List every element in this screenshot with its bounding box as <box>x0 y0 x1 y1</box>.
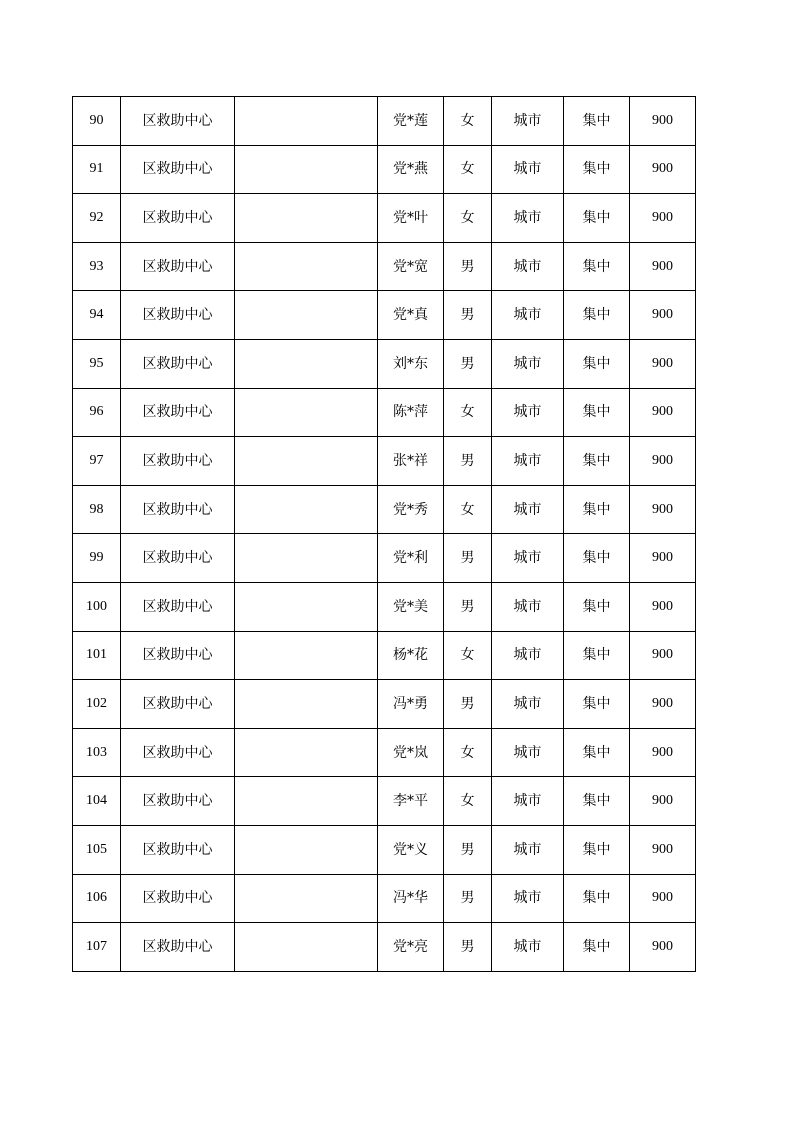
cell-org: 区救助中心 <box>121 194 235 243</box>
cell-amount: 900 <box>630 923 696 972</box>
cell-gender: 男 <box>444 534 492 583</box>
cell-gender: 女 <box>444 388 492 437</box>
cell-blank <box>235 777 378 826</box>
cell-org: 区救助中心 <box>121 534 235 583</box>
cell-gender: 男 <box>444 680 492 729</box>
cell-area: 城市 <box>492 485 564 534</box>
cell-amount: 900 <box>630 291 696 340</box>
data-table <box>72 96 696 972</box>
cell-area: 城市 <box>492 582 564 631</box>
cell-area: 城市 <box>492 728 564 777</box>
table-row <box>73 534 696 583</box>
cell-area: 城市 <box>492 388 564 437</box>
cell-org: 区救助中心 <box>121 291 235 340</box>
cell-area: 城市 <box>492 923 564 972</box>
cell-gender: 男 <box>444 874 492 923</box>
cell-area: 城市 <box>492 242 564 291</box>
cell-gender: 男 <box>444 582 492 631</box>
cell-no: 103 <box>73 728 121 777</box>
cell-gender: 男 <box>444 291 492 340</box>
cell-type: 集中 <box>564 923 630 972</box>
cell-org: 区救助中心 <box>121 339 235 388</box>
cell-name: 杨*花 <box>378 631 444 680</box>
cell-no: 94 <box>73 291 121 340</box>
cell-blank <box>235 728 378 777</box>
cell-no: 105 <box>73 825 121 874</box>
cell-gender: 男 <box>444 339 492 388</box>
table-row <box>73 97 696 146</box>
cell-org: 区救助中心 <box>121 485 235 534</box>
cell-blank <box>235 825 378 874</box>
cell-amount: 900 <box>630 485 696 534</box>
cell-name: 张*祥 <box>378 437 444 486</box>
cell-no: 99 <box>73 534 121 583</box>
cell-type: 集中 <box>564 437 630 486</box>
cell-blank <box>235 388 378 437</box>
cell-no: 93 <box>73 242 121 291</box>
cell-amount: 900 <box>630 631 696 680</box>
cell-org: 区救助中心 <box>121 97 235 146</box>
cell-name: 党*秀 <box>378 485 444 534</box>
cell-area: 城市 <box>492 874 564 923</box>
cell-no: 97 <box>73 437 121 486</box>
cell-amount: 900 <box>630 728 696 777</box>
cell-type: 集中 <box>564 874 630 923</box>
table-row <box>73 825 696 874</box>
cell-org: 区救助中心 <box>121 825 235 874</box>
cell-org: 区救助中心 <box>121 680 235 729</box>
cell-org: 区救助中心 <box>121 631 235 680</box>
cell-amount: 900 <box>630 437 696 486</box>
cell-gender: 女 <box>444 194 492 243</box>
cell-type: 集中 <box>564 485 630 534</box>
cell-name: 党*真 <box>378 291 444 340</box>
cell-area: 城市 <box>492 97 564 146</box>
cell-name: 党*燕 <box>378 145 444 194</box>
table-row <box>73 291 696 340</box>
cell-amount: 900 <box>630 825 696 874</box>
cell-name: 刘*东 <box>378 339 444 388</box>
cell-no: 101 <box>73 631 121 680</box>
cell-type: 集中 <box>564 97 630 146</box>
table-row <box>73 582 696 631</box>
cell-type: 集中 <box>564 194 630 243</box>
cell-name: 党*莲 <box>378 97 444 146</box>
cell-blank <box>235 194 378 243</box>
cell-amount: 900 <box>630 194 696 243</box>
cell-type: 集中 <box>564 339 630 388</box>
cell-gender: 男 <box>444 437 492 486</box>
cell-name: 冯*勇 <box>378 680 444 729</box>
cell-area: 城市 <box>492 437 564 486</box>
cell-area: 城市 <box>492 631 564 680</box>
cell-name: 党*美 <box>378 582 444 631</box>
cell-type: 集中 <box>564 777 630 826</box>
cell-blank <box>235 437 378 486</box>
table-row <box>73 728 696 777</box>
cell-gender: 男 <box>444 923 492 972</box>
cell-no: 95 <box>73 339 121 388</box>
table-row <box>73 923 696 972</box>
cell-org: 区救助中心 <box>121 582 235 631</box>
cell-no: 102 <box>73 680 121 729</box>
cell-type: 集中 <box>564 680 630 729</box>
cell-name: 陈*萍 <box>378 388 444 437</box>
cell-area: 城市 <box>492 534 564 583</box>
cell-blank <box>235 923 378 972</box>
cell-amount: 900 <box>630 145 696 194</box>
cell-amount: 900 <box>630 97 696 146</box>
cell-blank <box>235 631 378 680</box>
cell-amount: 900 <box>630 388 696 437</box>
cell-amount: 900 <box>630 242 696 291</box>
cell-gender: 男 <box>444 242 492 291</box>
cell-blank <box>235 680 378 729</box>
table-row <box>73 339 696 388</box>
cell-no: 96 <box>73 388 121 437</box>
cell-type: 集中 <box>564 825 630 874</box>
cell-no: 104 <box>73 777 121 826</box>
cell-org: 区救助中心 <box>121 923 235 972</box>
cell-org: 区救助中心 <box>121 728 235 777</box>
table-row <box>73 388 696 437</box>
cell-gender: 女 <box>444 728 492 777</box>
table-row <box>73 194 696 243</box>
cell-type: 集中 <box>564 388 630 437</box>
cell-type: 集中 <box>564 534 630 583</box>
cell-no: 92 <box>73 194 121 243</box>
cell-gender: 女 <box>444 485 492 534</box>
cell-name: 党*岚 <box>378 728 444 777</box>
cell-gender: 女 <box>444 631 492 680</box>
cell-type: 集中 <box>564 582 630 631</box>
cell-gender: 女 <box>444 97 492 146</box>
cell-no: 98 <box>73 485 121 534</box>
cell-gender: 男 <box>444 825 492 874</box>
cell-blank <box>235 291 378 340</box>
cell-amount: 900 <box>630 534 696 583</box>
cell-name: 党*宽 <box>378 242 444 291</box>
cell-name: 冯*华 <box>378 874 444 923</box>
cell-org: 区救助中心 <box>121 145 235 194</box>
cell-amount: 900 <box>630 777 696 826</box>
cell-amount: 900 <box>630 582 696 631</box>
cell-no: 106 <box>73 874 121 923</box>
cell-blank <box>235 485 378 534</box>
cell-blank <box>235 339 378 388</box>
cell-org: 区救助中心 <box>121 777 235 826</box>
cell-org: 区救助中心 <box>121 242 235 291</box>
table-row <box>73 631 696 680</box>
cell-area: 城市 <box>492 777 564 826</box>
cell-area: 城市 <box>492 145 564 194</box>
cell-gender: 女 <box>444 777 492 826</box>
cell-area: 城市 <box>492 291 564 340</box>
cell-blank <box>235 874 378 923</box>
cell-name: 李*平 <box>378 777 444 826</box>
cell-no: 91 <box>73 145 121 194</box>
cell-blank <box>235 242 378 291</box>
cell-area: 城市 <box>492 680 564 729</box>
cell-blank <box>235 145 378 194</box>
cell-name: 党*义 <box>378 825 444 874</box>
cell-area: 城市 <box>492 825 564 874</box>
cell-no: 90 <box>73 97 121 146</box>
table-row <box>73 145 696 194</box>
cell-blank <box>235 582 378 631</box>
cell-no: 107 <box>73 923 121 972</box>
cell-blank <box>235 534 378 583</box>
table-row <box>73 242 696 291</box>
cell-org: 区救助中心 <box>121 874 235 923</box>
cell-type: 集中 <box>564 728 630 777</box>
cell-org: 区救助中心 <box>121 437 235 486</box>
cell-org: 区救助中心 <box>121 388 235 437</box>
cell-area: 城市 <box>492 194 564 243</box>
cell-type: 集中 <box>564 631 630 680</box>
cell-amount: 900 <box>630 680 696 729</box>
cell-blank <box>235 97 378 146</box>
table-body <box>73 97 696 972</box>
table-row <box>73 485 696 534</box>
cell-amount: 900 <box>630 874 696 923</box>
cell-type: 集中 <box>564 291 630 340</box>
cell-gender: 女 <box>444 145 492 194</box>
cell-no: 100 <box>73 582 121 631</box>
table-row <box>73 680 696 729</box>
cell-name: 党*叶 <box>378 194 444 243</box>
table-row <box>73 777 696 826</box>
table-row <box>73 437 696 486</box>
table-row <box>73 874 696 923</box>
cell-type: 集中 <box>564 242 630 291</box>
cell-amount: 900 <box>630 339 696 388</box>
cell-type: 集中 <box>564 145 630 194</box>
cell-name: 党*亮 <box>378 923 444 972</box>
cell-area: 城市 <box>492 339 564 388</box>
cell-name: 党*利 <box>378 534 444 583</box>
